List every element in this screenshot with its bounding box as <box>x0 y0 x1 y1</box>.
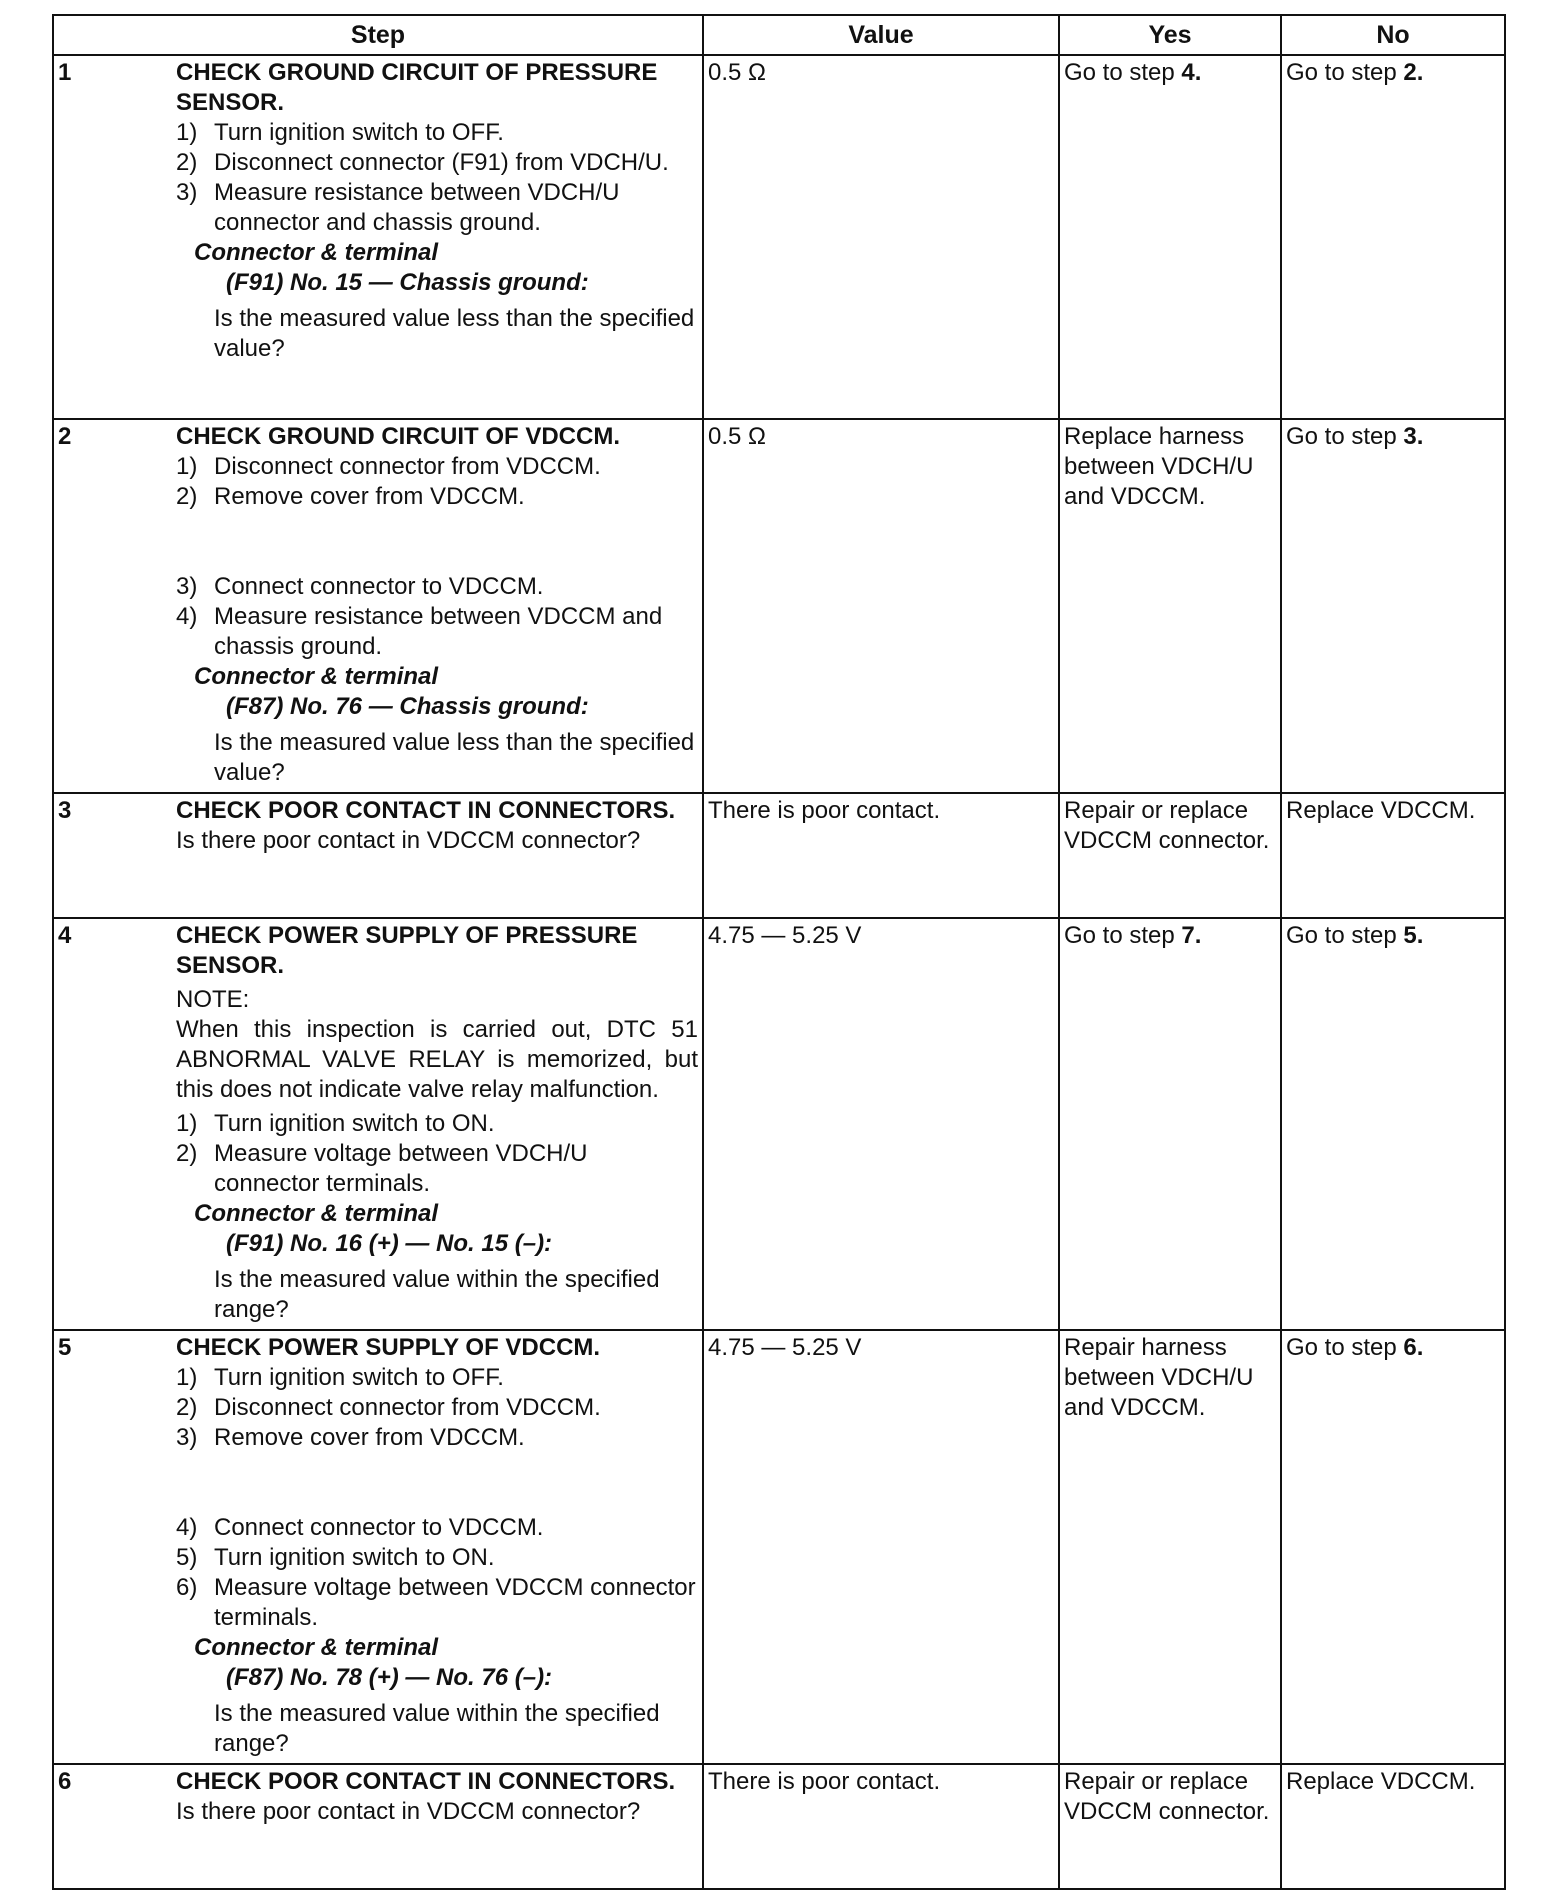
step-title: CHECK POOR CONTACT IN CONNECTORS. <box>176 797 676 824</box>
yes-cell: Repair or replace VDCCM connector. <box>1059 793 1281 918</box>
step-number: 5 <box>58 1334 72 1361</box>
value-cell: There is poor contact. <box>703 1764 1059 1889</box>
list-item: 6) Measure voltage between VDCCM connector terminals. <box>176 1574 696 1631</box>
table-row <box>53 793 1505 918</box>
connector-label: Connector & terminal <box>194 1634 439 1661</box>
step-number: 4 <box>58 922 72 949</box>
table-row <box>53 1330 1505 1764</box>
step-cell <box>53 793 703 918</box>
connector-terminal: (F91) No. 15 — Chassis ground: <box>226 269 589 296</box>
procedure-list <box>176 452 698 662</box>
table-row <box>53 918 1505 1330</box>
step-title: CHECK GROUND CIRCUIT OF PRESSURE SENSOR. <box>176 59 658 116</box>
value-cell: 0.5 Ω <box>703 55 1059 419</box>
list-item: 3) Remove cover from VDCCM. <box>176 1424 525 1451</box>
table-row <box>53 55 1505 419</box>
no-cell: Replace VDCCM. <box>1281 1764 1505 1889</box>
step-title: CHECK POWER SUPPLY OF VDCCM. <box>176 1334 601 1361</box>
procedure-list <box>176 1109 698 1199</box>
list-item: 2) Disconnect connector from VDCCM. <box>176 1394 601 1421</box>
question-text: Is the measured value less than the specified value? <box>214 305 695 362</box>
step-number: 6 <box>58 1768 72 1795</box>
step-number: 1 <box>58 59 72 86</box>
connector-terminal: (F87) No. 78 (+) — No. 76 (–): <box>226 1664 553 1691</box>
question-text: Is the measured value within the specified range? <box>214 1700 660 1757</box>
question-text: Is the measured value less than the specified value? <box>214 729 695 786</box>
question-text: Is there poor contact in VDCCM connector? <box>176 1798 641 1825</box>
connector-label: Connector & terminal <box>194 1200 439 1227</box>
diagnostic-table <box>52 14 1506 1890</box>
step-cell <box>53 419 703 793</box>
connector-terminal: (F91) No. 16 (+) — No. 15 (–): <box>226 1230 553 1257</box>
no-cell: Go to step 6. <box>1281 1330 1505 1764</box>
value-cell: 0.5 Ω <box>703 419 1059 793</box>
list-item: 3) Connect connector to VDCCM. <box>176 573 544 600</box>
no-cell: Go to step 2. <box>1281 55 1505 419</box>
step-title: CHECK GROUND CIRCUIT OF VDCCM. <box>176 423 620 450</box>
question-text: Is there poor contact in VDCCM connector? <box>176 827 641 854</box>
value-cell: 4.75 — 5.25 V <box>703 1330 1059 1764</box>
note-heading: NOTE: <box>176 986 250 1013</box>
list-item: 1) Turn ignition switch to ON. <box>176 1110 495 1137</box>
connector-terminal: (F87) No. 76 — Chassis ground: <box>226 693 589 720</box>
no-cell: Go to step 3. <box>1281 419 1505 793</box>
list-item: 5) Turn ignition switch to ON. <box>176 1544 495 1571</box>
value-cell: There is poor contact. <box>703 793 1059 918</box>
header-no: No <box>1281 15 1505 55</box>
question-text: Is the measured value within the specified range? <box>214 1266 660 1323</box>
step-cell <box>53 1330 703 1764</box>
list-item: 2) Measure voltage between VDCH/U connector terminals. <box>176 1140 588 1197</box>
step-cell <box>53 918 703 1330</box>
header-yes: Yes <box>1059 15 1281 55</box>
yes-cell: Repair or replace VDCCM connector. <box>1059 1764 1281 1889</box>
list-item: 2) Remove cover from VDCCM. <box>176 483 525 510</box>
no-cell: Go to step 5. <box>1281 918 1505 1330</box>
step-title: CHECK POOR CONTACT IN CONNECTORS. <box>176 1768 676 1795</box>
step-cell <box>53 55 703 419</box>
list-item: 1) Turn ignition switch to OFF. <box>176 119 504 146</box>
connector-label: Connector & terminal <box>194 239 439 266</box>
yes-cell: Go to step 4. <box>1059 55 1281 419</box>
list-item: 1) Turn ignition switch to OFF. <box>176 1364 504 1391</box>
step-cell <box>53 1764 703 1889</box>
list-item: 3) Measure resistance between VDCH/U connector and chassis ground. <box>176 179 620 236</box>
step-title: CHECK POWER SUPPLY OF PRESSURE SENSOR. <box>176 922 638 979</box>
connector-label: Connector & terminal <box>194 663 439 690</box>
yes-cell: Repair harness between VDCH/U and VDCCM. <box>1059 1330 1281 1764</box>
list-item: 4) Connect connector to VDCCM. <box>176 1514 544 1541</box>
step-number: 2 <box>58 423 72 450</box>
yes-cell: Replace harness between VDCH/U and VDCCM. <box>1059 419 1281 793</box>
header-value: Value <box>703 15 1059 55</box>
table-row <box>53 419 1505 793</box>
list-item: 1) Disconnect connector from VDCCM. <box>176 453 601 480</box>
list-item: 2) Disconnect connector (F91) from VDCH/U. <box>176 149 669 176</box>
table-row <box>53 1764 1505 1889</box>
value-cell: 4.75 — 5.25 V <box>703 918 1059 1330</box>
step-number: 3 <box>58 797 72 824</box>
header-step: Step <box>53 15 703 55</box>
procedure-list <box>176 118 698 238</box>
no-cell: Replace VDCCM. <box>1281 793 1505 918</box>
list-item: 4) Measure resistance between VDCCM and chassis ground. <box>176 603 663 660</box>
note-text: When this inspection is carried out, DTC 51 ABNORMAL VALVE RELAY is memorized, but this does not indicate valve relay malfunction. <box>176 1016 698 1103</box>
yes-cell: Go to step 7. <box>1059 918 1281 1330</box>
header-row <box>53 15 1505 55</box>
procedure-list <box>176 1363 698 1633</box>
